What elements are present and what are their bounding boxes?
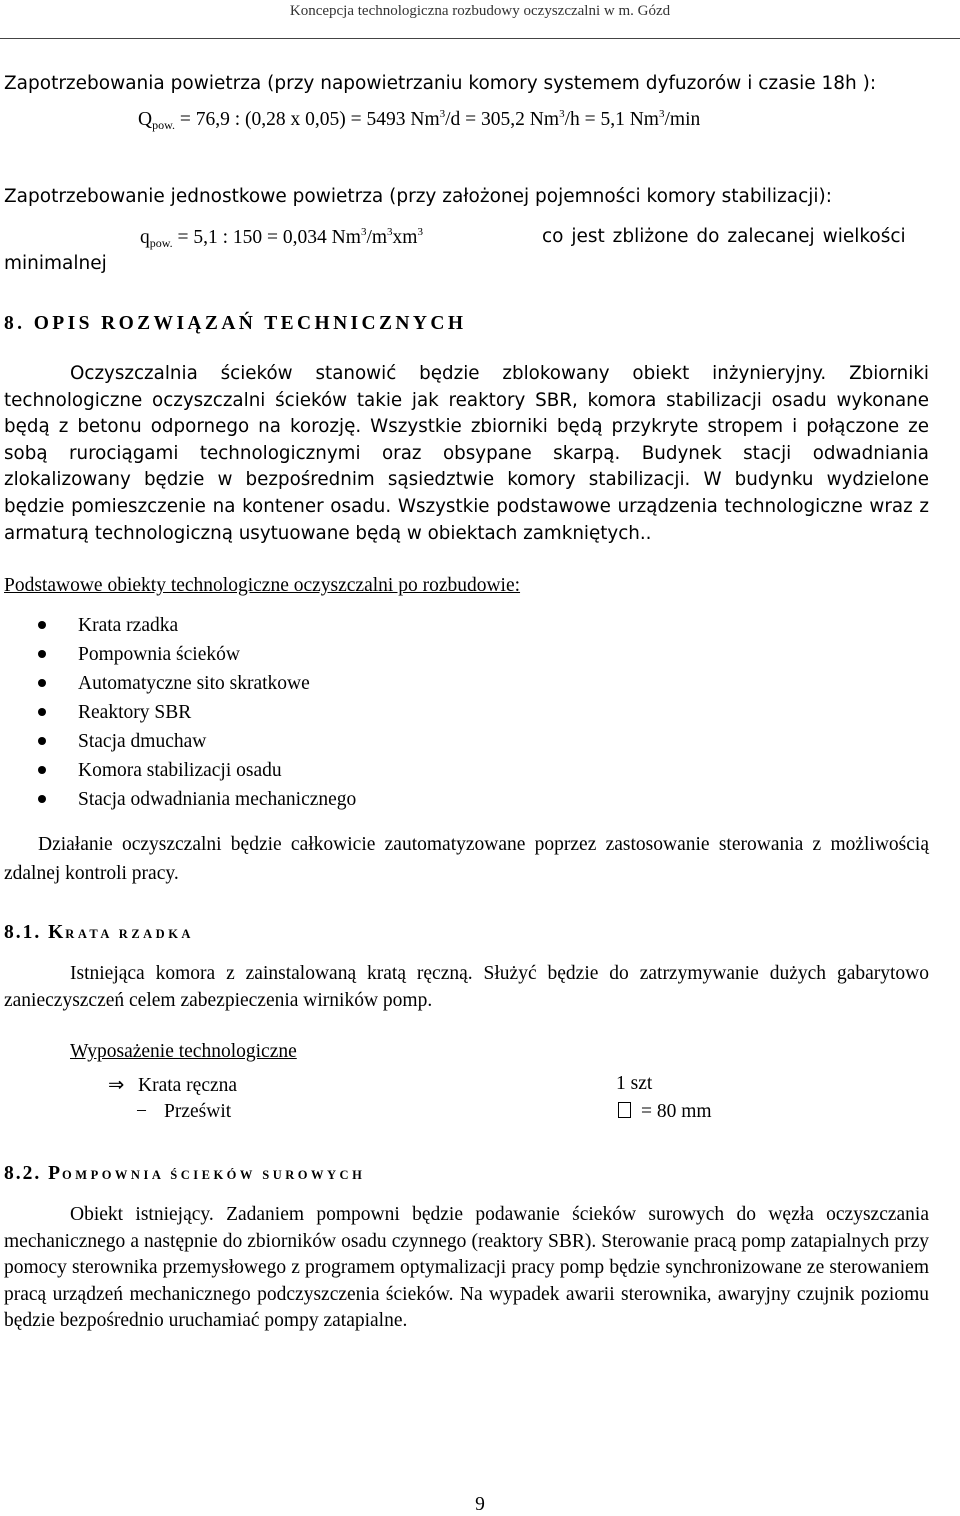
automation-paragraph: Działanie oczyszczalni będzie całkowicie zautomatyzowane poprzez zastosowanie sterowania z możliwością zdalnej kontroli pracy.	[4, 834, 929, 884]
section-8-heading: 8. OPIS ROZWIĄZAŃ TECHNICZNYCH	[4, 313, 467, 334]
equipment-title: Wyposażenie technologiczne	[70, 1041, 297, 1062]
q-mid: /m	[366, 227, 388, 248]
dash-icon: −	[136, 1101, 147, 1122]
bullet-icon	[38, 679, 46, 687]
air-formula	[138, 108, 700, 133]
q-xm: xm	[392, 227, 418, 248]
unit-air-demand-line: Zapotrzebowanie jednostkowe powietrza (przy założonej pojemności komory stabilizacji):	[4, 186, 833, 207]
list-item: Automatyczne sito skratkowe	[38, 673, 310, 695]
q-sub: pow.	[149, 236, 173, 250]
page-number: 9	[475, 1494, 485, 1515]
q-comment-end: minimalnej	[4, 253, 107, 274]
unit-air-formula	[140, 226, 423, 251]
equipment-item-2-value-wrap	[618, 1101, 712, 1123]
formula-sup-1: 3	[439, 108, 446, 120]
section-8-1-initial: K	[48, 922, 66, 943]
bullet-icon	[38, 795, 46, 803]
section-8-2-rest: OMPOWNIA ŚCIEKÓW SUROWYCH	[62, 1168, 366, 1182]
bullet-icon	[38, 766, 46, 774]
document-header-title: Koncepcja technologiczna rozbudowy oczyszczalni w m. Gózd	[289, 3, 671, 19]
equipment-item-1-value: 1 szt	[616, 1073, 653, 1094]
formula-part2: /d = 305,2 Nm	[445, 109, 560, 130]
list-item: Komora stabilizacji osadu	[38, 760, 282, 782]
formula-sup-3: 3	[658, 108, 665, 120]
section-8-2-paragraph: Obiekt istniejący. Zadaniem pompowni będzie podawanie ścieków surowych do węzła oczyszczania mechanicznego a następnie do zbiorników osadu czynnego (reaktory SBR). Sterowanie pracą pomp zatapialnych przy pomocy sterownika przemysłowego z programem optymalizacji pracy pomp będzie synchronizowane ze sterowaniem pracą urządzeń mechanicznego podczyszczenia ścieków. Na wypadek awarii sterownika, awaryjny czujnik poziomu będzie bezpośrednio uruchamiać pompy zatapialne.	[4, 1204, 929, 1332]
equipment-item-2	[138, 1101, 231, 1123]
q-comment: co jest zbliżone do zalecanej wielkości	[542, 226, 906, 247]
list-item: Stacja dmuchaw	[38, 731, 206, 753]
formula-sup-2: 3	[559, 108, 565, 120]
list-item: Stacja odwadniania mechanicznego	[38, 789, 356, 811]
q-equation: = 5,1 : 150 = 0,034 Nm	[172, 227, 361, 248]
air-demand-line: Zapotrzebowania powietrza (przy napowietrzaniu komory systemem dyfuzorów i czasie 18h ):	[4, 73, 877, 94]
section-8-2-heading	[4, 1163, 365, 1185]
formula-q: Q	[138, 109, 153, 130]
list-item: Reaktory SBR	[38, 702, 191, 724]
section-8-1-number: 8.1.	[4, 922, 49, 943]
q-sup-3: 3	[417, 226, 423, 238]
formula-part4: /min	[664, 109, 701, 130]
section-8-2-number: 8.2.	[4, 1163, 49, 1184]
q-sup-1: 3	[360, 226, 367, 238]
section-8-1-heading	[4, 922, 194, 944]
equipment-item-1-label: Krata ręczna	[138, 1075, 238, 1096]
equipment-item-2-label: Prześwit	[164, 1101, 232, 1122]
formula-part3: /h = 5,1 Nm	[564, 109, 659, 130]
list-item: Krata rzadka	[38, 615, 178, 637]
bullet-icon	[38, 650, 46, 658]
objects-list-title: Podstawowe obiekty technologiczne oczyszczalni po rozbudowie:	[4, 575, 521, 596]
header-divider	[0, 38, 960, 39]
bullet-icon	[38, 621, 46, 629]
list-item: Pompownia ścieków	[38, 644, 240, 666]
bullet-icon	[38, 708, 46, 716]
missing-glyph-icon	[618, 1102, 631, 1118]
section-8-2-initial: P	[48, 1163, 63, 1184]
arrow-icon: ⇒	[108, 1075, 125, 1096]
formula-sub: pow.	[152, 118, 175, 132]
q-sup-2: 3	[387, 226, 393, 238]
bullet-icon	[38, 737, 46, 745]
section-8-1-paragraph: Istniejąca komora z zainstalowaną kratą ręczną. Służyć będzie do zatrzymywanie dużych gabarytowo zanieczyszczeń celem zabezpieczenia wirników pomp.	[4, 963, 929, 1011]
q-lower: q	[140, 227, 150, 248]
equipment-item-1	[108, 1073, 237, 1097]
section-8-1-rest: RATA RZADKA	[65, 927, 194, 941]
equipment-item-2-value: = 80 mm	[641, 1101, 712, 1122]
formula-part1: = 76,9 : (0,28 x 0,05) = 5493 Nm	[174, 109, 440, 130]
section-8-paragraph: Oczyszczalnia ścieków stanowić będzie zblokowany obiekt inżynieryjny. Zbiorniki technologiczne oczyszczalni ścieków takie jak reaktory SBR, komora stabilizacji osadu wykonane będą z betonu odpornego na korozję. Wszystkie zbiorniki będą przykryte stropem i połączone ze sobą rurociągami technologicznymi oraz obsypane skarpą. Budynek stacji odwadniania zlokalizowany będzie w bezpośrednim sąsiedztwie komory stabilizacji. W budynku wydzielone będzie pomieszczenie na kontener osadu. Wszystkie podstawowe urządzenia technologiczne wraz z armaturą technologiczną usytuowane będą w obiektach zamkniętych..	[4, 363, 929, 544]
